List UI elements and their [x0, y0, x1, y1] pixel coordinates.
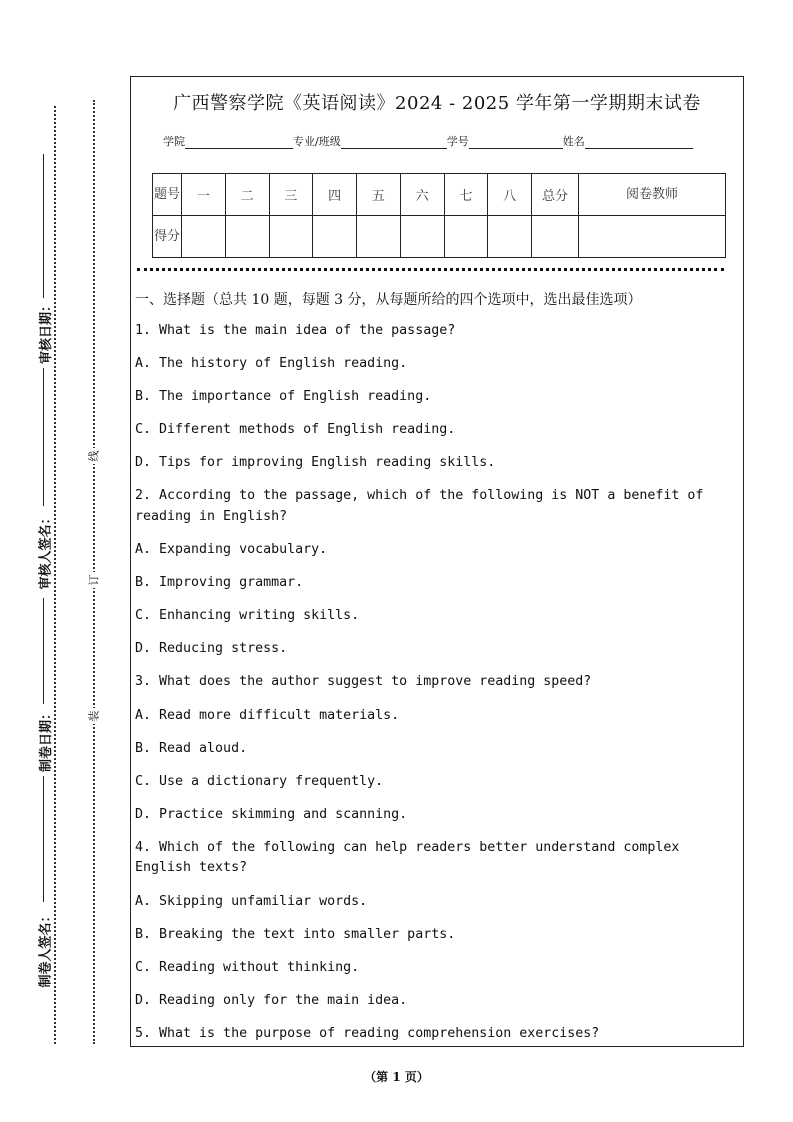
score-col-total: 总分: [532, 174, 579, 216]
compile-date-line[interactable]: [43, 598, 44, 704]
score-cell[interactable]: [488, 216, 532, 258]
binding-char-line: 线: [86, 448, 102, 464]
score-cell-total[interactable]: [532, 216, 579, 258]
score-row-label: 得分: [153, 216, 182, 258]
option-line: D. Tips for improving English reading skills.: [135, 455, 496, 471]
option-line: B. Read aloud.: [135, 740, 248, 756]
score-col-grader: 阅卷教师: [579, 174, 726, 216]
score-cell[interactable]: [182, 216, 226, 258]
score-col-5: 五: [357, 174, 401, 216]
option-line: C. Reading without thinking.: [135, 959, 360, 975]
reviewer-signature-label: 审核人签名：: [38, 510, 54, 590]
score-cell[interactable]: [400, 216, 444, 258]
option-line: A. Skipping unfamiliar words.: [135, 893, 368, 909]
question-line: 4. Which of the following can help readers better understand complex English texts?: [135, 839, 680, 876]
score-value-row: [153, 216, 726, 258]
option-line: B. The importance of English reading.: [135, 389, 432, 405]
compiler-signature-line[interactable]: [43, 776, 44, 902]
college-label: 学院: [163, 135, 185, 148]
question-line: 2. According to the passage, which of the following is NOT a benefit of reading in English?: [135, 488, 704, 524]
review-date-label: 审核日期：: [38, 298, 54, 364]
exam-title: 广西警察学院《英语阅读》2024 - 2025 学年第一学期期末试卷: [173, 93, 701, 114]
major-class-label: 专业/班级: [293, 135, 341, 148]
score-col-2: 二: [225, 174, 269, 216]
option-line: A. The history of English reading.: [135, 356, 408, 372]
major-class-field[interactable]: [341, 136, 447, 149]
option-line: D. Reading only for the main idea.: [135, 992, 408, 1008]
header-separator: [137, 268, 724, 271]
score-col-3: 三: [269, 174, 313, 216]
option-line: C. Enhancing writing skills.: [135, 608, 360, 624]
score-col-6: 六: [400, 174, 444, 216]
name-field[interactable]: [585, 136, 693, 149]
outer-dotted-line: [54, 106, 56, 1044]
question-line: 1. What is the main idea of the passage?: [135, 323, 456, 338]
option-line: A. Expanding vocabulary.: [135, 542, 328, 558]
score-col-4: 四: [313, 174, 357, 216]
question-line: 5. What is the purpose of reading comprehension exercises?: [135, 1025, 600, 1041]
option-line: D. Practice skimming and scanning.: [135, 806, 408, 822]
student-id-field[interactable]: [469, 136, 563, 149]
option-line: B. Improving grammar.: [135, 575, 304, 591]
reviewer-signature-line[interactable]: [43, 368, 44, 506]
question-section: [135, 290, 738, 1057]
score-cell[interactable]: [444, 216, 488, 258]
review-date-line[interactable]: [43, 154, 44, 298]
score-cell[interactable]: [225, 216, 269, 258]
binding-char-mount: 装: [86, 708, 102, 724]
score-table: [152, 173, 726, 258]
exam-frame: [130, 76, 744, 1047]
score-cell-grader[interactable]: [579, 216, 726, 258]
score-header-row: [153, 174, 726, 216]
score-col-7: 七: [444, 174, 488, 216]
compile-date-label: 制卷日期：: [38, 706, 54, 772]
score-cell[interactable]: [357, 216, 401, 258]
option-line: B. Breaking the text into smaller parts.: [135, 926, 456, 942]
compiler-signature-label: 制卷人签名：: [38, 908, 54, 988]
binding-char-bind: 订: [86, 572, 102, 588]
option-line: A. Read more difficult materials.: [135, 707, 400, 723]
option-line: D. Reducing stress.: [135, 641, 288, 657]
student-info-row: [163, 133, 693, 149]
question-number-label: 题号: [153, 174, 182, 216]
section-heading: 一、选择题（总共 10 题，每题 3 分，从每题所给的四个选项中，选出最佳选项）: [135, 292, 642, 308]
score-cell[interactable]: [269, 216, 313, 258]
score-col-1: 一: [182, 174, 226, 216]
option-line: C. Use a dictionary frequently.: [135, 773, 384, 789]
score-cell[interactable]: [313, 216, 357, 258]
college-field[interactable]: [185, 136, 293, 149]
page-number: （第 1 页）: [364, 1070, 429, 1084]
name-label: 姓名: [562, 135, 585, 148]
question-line: 3. What does the author suggest to improve reading speed?: [135, 674, 592, 690]
score-col-8: 八: [488, 174, 532, 216]
student-id-label: 学号: [446, 135, 469, 148]
option-line: C. Different methods of English reading.: [135, 422, 456, 438]
